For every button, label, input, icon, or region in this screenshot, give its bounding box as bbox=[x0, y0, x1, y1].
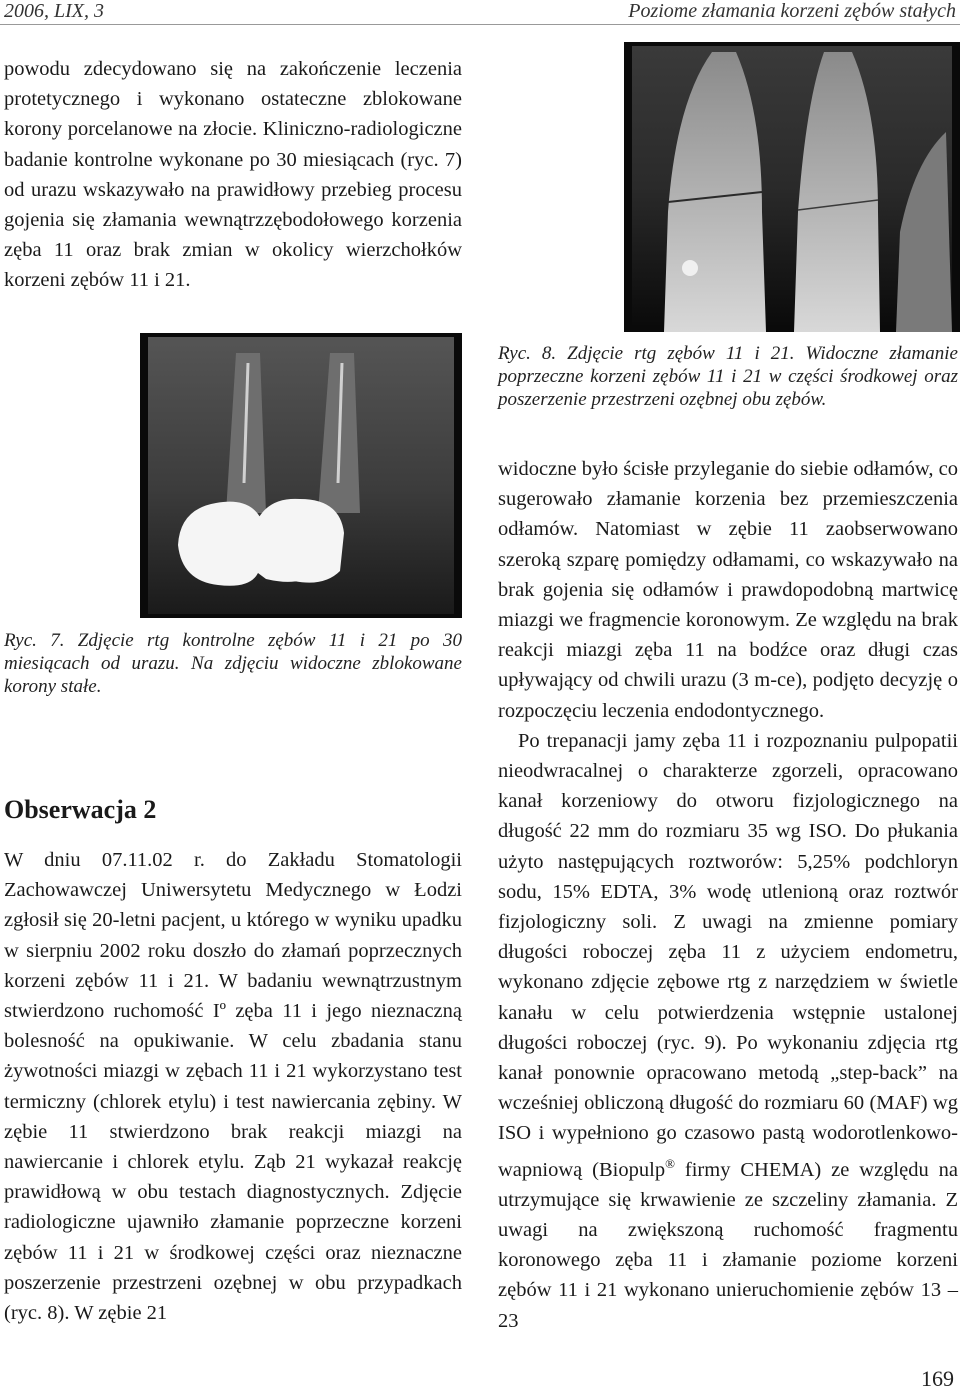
registered-mark: ® bbox=[665, 1155, 675, 1171]
article-running-title: Poziome złamania korzeni zębów stałych bbox=[628, 0, 956, 22]
fig7-radiograph bbox=[140, 333, 462, 618]
paragraph bbox=[498, 726, 958, 1336]
page-number: 169 bbox=[921, 1366, 954, 1391]
paragraph: powodu zdecydowano się na zakończenie leczenia protetycznego i wykonano ostateczne zblokowane korony porcelanowe na złocie. Kliniczno-radiologiczne badanie kontrolne wykonane po 30 miesiącach (ryc. 7) od urazu wskazywało na prawidłowy przebieg procesu gojenia się złamania wewnątrzzębodołowego korzenia zęba 11 oraz brak zmian w okolicy wierzchołków korzeni zębów 11 i 21. bbox=[4, 58, 462, 292]
right-column bbox=[498, 454, 958, 1336]
paragraph-text: firmy CHEMA) ze względu na utrzymujące się krwawienie ze szczeliny złamania. Z uwagi na zwiększoną ruchomość fragmentu koronowego zęba 11 i złamanie poziome korzeni zębów 11 i 21 wykonano unieruchomienie zębów 13 – 23 bbox=[498, 1158, 958, 1332]
paragraph: widoczne było ścisłe przyleganie do siebie odłamów, co sugerowało złamanie korzenia bez przemieszczenia odłamów. Natomiast w zębie 11 zaobserwowano szeroką szparę pomiędzy odłamami, co wskazywało na brak gojenia się odłamów i prawdopodobną martwicę miazgi we fragmencie koronowym. Ze względu na brak reakcji miazgi zęba 11 na bodźce oraz długi czas upływający od chwili urazu (3 m-ce), podjęto decyzję o rozpoczęciu leczenia endodontycznego. bbox=[498, 458, 958, 722]
fig7-caption: Ryc. 7. Zdjęcie rtg kontrolne zębów 11 i 21 po 30 miesiącach od urazu. Na zdjęciu widoczne zblokowane korony stałe. bbox=[4, 630, 462, 697]
fig8-caption: Ryc. 8. Zdjęcie rtg zębów 11 i 21. Widoczne złamanie poprzeczne korzeni zębów 11 i 21 w części środkowej oraz poszerzenie przestrzeni ozębnej obu zębów. bbox=[498, 343, 958, 410]
journal-issue: 2006, LIX, 3 bbox=[4, 0, 104, 22]
running-header bbox=[0, 0, 960, 25]
fig8-radiograph bbox=[624, 42, 960, 332]
paragraph: W dniu 07.11.02 r. do Zakładu Stomatologii Zachowawczej Uniwersytetu Medycznego w Łodzi zgłosił się 20-letni pacjent, u którego w wyniku upadku w sierpniu 2002 roku doszło do złamań poprzecznych korzeni zębów 11 i 21. W badaniu wewnątrzustnym stwierdzono ruchomość Iº zęba 11 i jego nieznaczną bolesność na opukiwanie. W celu zbadania stanu żywotności miazgi w zębach 11 i 21 wykorzystano test termiczny (chlorek etylu) i test nawiercania zębiny. W zębie 11 stwierdzono brak reakcji miazgi na nawiercanie i chlorek etylu. Ząb 21 wykazał reakcję prawidłową w obu testach diagnostycznych. Zdjęcie radiologiczne ujawniło złamanie poprzeczne korzeni zębów 11 i 21 w środkowej części oraz nieznaczne poszerzenie przestrzeni ozębnej w obu przypadkach (ryc. 8). W zębie 21 bbox=[4, 849, 462, 1325]
section-heading: Obserwacja 2 bbox=[4, 795, 157, 824]
paragraph-text: Po trepanacji jamy zęba 11 i rozpoznaniu pulpopatii nieodwracalnej o charakterze zgorzeli, opracowano kanał korzeniowy do otworu fizjologicznego na długość 22 mm do rozmiaru 35 wg ISO. Do płukania użyto następujących roztworów: 5,25% podchloryn sodu, 15% EDTA, 3% wodę utlenioną oraz roztwór fizjologiczny soli. Z uwagi na zmienne pomiary długości roboczej zęba 11 z użyciem endometru, wykonano zdjęcie zębowe rtg z narzędziem w świetle kanału w celu potwierdzenia wstępnie ustalonej długości roboczej (ryc. 9). Po wykonaniu zdjęcia rtg kanał ponownie opracowano metodą „step-back” na wcześniej obliczoną długość do rozmiaru 60 (MAF) wg ISO i wypełniono go czasowo pastą wodorotlenkowo-wapniową (Biopulp bbox=[498, 729, 958, 1181]
left-column-bottom bbox=[4, 845, 462, 1328]
left-column-top bbox=[4, 54, 462, 296]
